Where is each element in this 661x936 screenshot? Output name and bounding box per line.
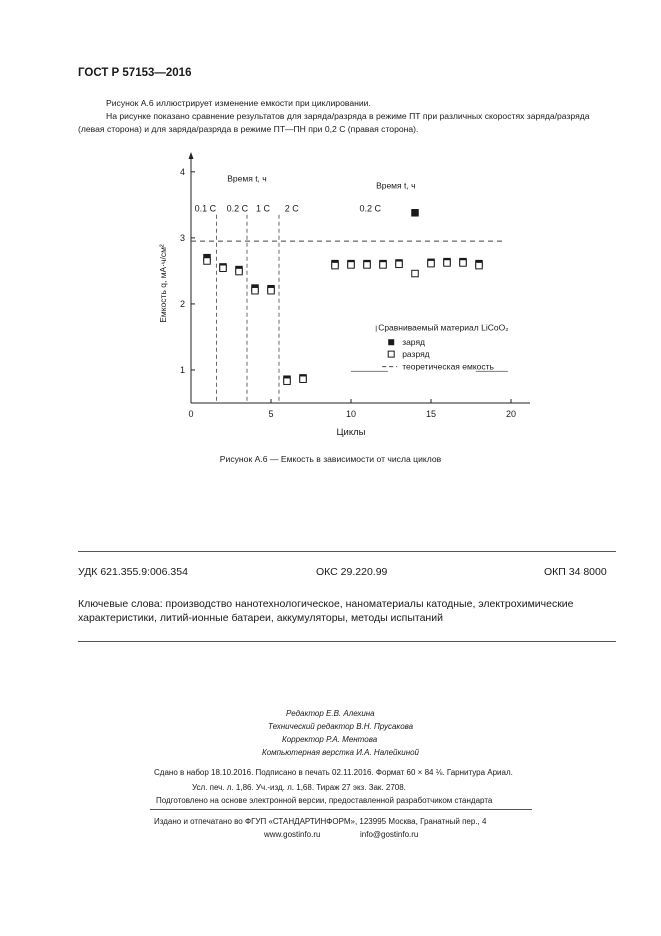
okp-code: ОКП 34 8000 [544,566,607,578]
imprint-line-1: Сдано в набор 18.10.2016. Подписано в печать 02.11.2016. Формат 60 × 84 ⅛. Гарнитура Ариал. [154,768,513,777]
legend-theory-label: теоретическая емкость [402,361,494,372]
y-axis-label: Емкость q, мА·ч/см² [158,244,168,323]
legend-discharge-label: разряд [402,349,430,360]
x-axis-label: Циклы [336,427,366,438]
discharge-point [444,260,451,267]
imprint-line-2: Усл. печ. л. 1,86. Уч.-изд. л. 1,68. Тираж 27 экз. Зак. 2708. [192,783,406,792]
intro-paragraph-2: На рисунке показано сравнение результатов для заряда/разряда в режиме ПТ при различных скоростях заряда/разряда (левая сторона) и для заряда/разряда в режиме ПТ—ПН при 0,2 С (правая сторона). [78,111,590,134]
time-label-right: Время t, ч [376,180,416,191]
footer-bottom-rule [78,641,616,642]
udk-code: УДК 621.355.9:006.354 [78,566,188,578]
discharge-point [300,376,307,383]
rate-label: 0.2 C [226,203,249,214]
rate-label: 0.2 C [359,203,381,214]
discharge-point [348,262,355,269]
discharge-point [220,265,227,272]
discharge-point [204,258,211,265]
x-tick-label: 10 [345,409,357,419]
time-label-left: Время t, ч [227,173,267,184]
legend-charge-label: заряд [402,337,426,348]
y-tick-label: 3 [179,232,185,243]
rate-label: 0.1 C [194,203,217,214]
discharge-point [252,287,259,294]
discharge-point [284,378,291,385]
y-tick-label: 4 [179,166,185,177]
discharge-point [396,261,403,268]
editor-line: Редактор Е.В. Алехина [286,709,375,718]
discharge-point [236,268,243,275]
document-header: ГОСТ Р 57153—2016 [78,67,192,79]
footer-top-rule [78,551,616,552]
discharge-point [268,287,275,294]
y-tick-label: 1 [179,364,185,375]
intro-paragraph-1: Рисунок А.6 иллюстрирует изменение емкости при циклировании. [106,98,371,108]
legend-title: Сравниваемый материал LiCoO₂ [378,322,509,333]
x-tick-label: 20 [505,409,517,419]
layout-line: Компьютерная верстка И.А. Налейкиной [262,748,419,757]
capacity-chart [140,148,530,440]
charge-point [412,210,419,217]
discharge-point [476,262,483,269]
figure-caption: Рисунок А.6 — Емкость в зависимости от числа циклов [219,454,442,464]
rate-label: 1 C [255,203,271,214]
website-link[interactable]: www.gostinfo.ru [264,830,321,839]
discharge-point [380,262,387,269]
keywords: Ключевые слова: производство нанотехнологическое, наноматериалы катодные, электрохимические характеристики, литий-ионные батареи, аккумуляторы, методы испытаний [78,598,574,624]
discharge-point [364,262,371,269]
x-tick-label: 0 [188,409,194,419]
x-tick-label: 15 [425,409,437,419]
rate-label: 2 C [284,203,299,214]
discharge-point [460,260,467,267]
y-tick-label: 2 [179,298,185,309]
discharge-point [412,270,419,277]
y-axis-arrow [189,152,194,159]
discharge-point [332,262,339,269]
imprint-line-4: Издано и отпечатано во ФГУП «СТАНДАРТИНФОРМ», 123995 Москва, Гранатный пер., 4 [154,817,487,826]
x-tick-label: 5 [268,409,274,419]
tech-editor-line: Технический редактор В.Н. Прусакова [268,722,414,731]
legend-discharge-swatch [388,351,394,357]
imprint-rule [150,809,532,810]
email-link[interactable]: info@gostinfo.ru [360,830,419,839]
discharge-point [428,260,435,267]
imprint-line-3: Подготовлено на основе электронной версии, предоставленной разработчиком стандарта [156,796,493,805]
oks-code: ОКС 29.220.99 [316,566,388,578]
corrector-line: Корректор Р.А. Ментова [282,735,378,744]
legend-charge-swatch [388,339,394,345]
